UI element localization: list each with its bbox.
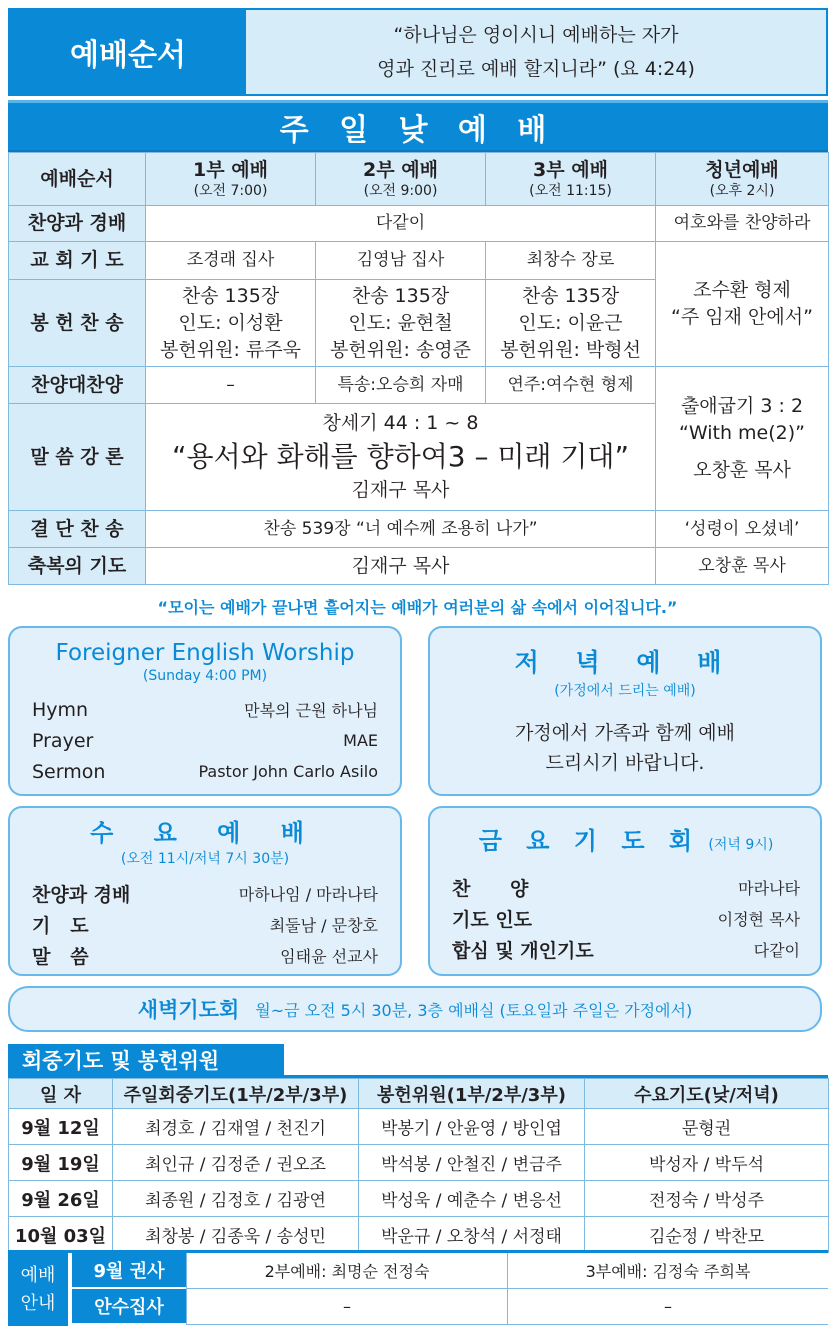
cell: 김재구 목사 <box>146 548 656 585</box>
cell: 조경래 집사 <box>146 242 316 280</box>
prayer-table-header <box>9 1079 829 1109</box>
cell: 최인규 / 김정준 / 권오조 <box>113 1145 359 1181</box>
guide-cell: 3부예배: 김정숙 주희복 <box>507 1253 828 1289</box>
cell: 최창봉 / 김종욱 / 송성민 <box>113 1217 359 1253</box>
guide-cell: – <box>507 1289 828 1325</box>
table-row <box>9 1181 829 1217</box>
row-label: 말 씀 강 론 <box>9 404 146 511</box>
table-header-row <box>9 153 829 206</box>
cell: 최종원 / 김정호 / 김광연 <box>113 1181 359 1217</box>
dawn-title: 새벽기도회 <box>137 998 240 1022</box>
date-cell: 9월 26일 <box>9 1181 113 1217</box>
sermon-scripture: 창세기 44 : 1 ~ 8 <box>322 412 479 434</box>
row-label: 찬양과 경배 <box>9 206 146 242</box>
date-cell: 10월 03일 <box>9 1217 113 1253</box>
cell: 김영남 집사 <box>316 242 486 280</box>
cell: 특송:오승희 자매 <box>316 367 486 404</box>
cell: 박성자 / 박두석 <box>585 1145 829 1181</box>
cell: 오창훈 목사 <box>656 548 829 585</box>
motto: “모이는 예배가 끝나면 흩어지는 예배가 여러분의 삶 속에서 이어집니다.” <box>157 598 678 617</box>
list-item: 찬양과 경배 마하나임 / 마라나타 <box>32 884 378 906</box>
sunday-title: 주 일 낮 예 배 <box>8 100 828 152</box>
prayer-table <box>8 1078 829 1253</box>
evening-title: 저 녁 예 배 <box>514 648 736 677</box>
friday-title: 금 요 기 도 회 <box>478 827 701 855</box>
cell: 찬송 135장 인도: 윤현철 봉헌위원: 송영준 <box>316 280 486 367</box>
cell-youth-sermon: 출애굽기 3 : 2 “With me(2)” 오창훈 목사 <box>656 367 829 511</box>
row-label: 교 회 기 도 <box>9 242 146 280</box>
list-item: Prayer MAE <box>32 729 378 752</box>
evening-line-1: 가정에서 가족과 함께 예배 <box>514 722 735 744</box>
sunday-table <box>8 152 829 585</box>
cell: 찬송 135장 인도: 이성환 봉헌위원: 류주욱 <box>146 280 316 367</box>
wednesday-title: 수 요 예 배 <box>90 819 320 847</box>
list-item: 기도 인도 이정현 목사 <box>452 909 800 931</box>
cell-youth-offering: 조수환 형제 “주 임재 안에서” <box>656 242 829 367</box>
cell-sermon <box>146 404 656 511</box>
friday-title-wrap <box>452 824 800 862</box>
list-item: Hymn 만복의 근원 하나님 <box>32 698 378 721</box>
evening-worship-box <box>428 626 822 796</box>
col-service-2: 2부 예배 (오전 9:00) <box>316 153 486 206</box>
header-cell: 봉헌위원(1부/2부/3부) <box>359 1079 585 1109</box>
english-time: (Sunday 4:00 PM) <box>142 668 268 684</box>
table-row <box>9 1145 829 1181</box>
cell: 전정숙 / 박성주 <box>585 1181 829 1217</box>
wednesday-worship-box <box>8 806 402 976</box>
cell: 찬송 539장 “너 예수께 조용히 나가” <box>146 511 656 548</box>
header <box>8 8 828 96</box>
friday-time: (저녁 9시) <box>708 837 774 853</box>
cell: 찬송 135장 인도: 이윤근 봉헌위원: 박형선 <box>486 280 656 367</box>
cell: – <box>146 367 316 404</box>
cell: 박봉기 / 안윤영 / 방인엽 <box>359 1109 585 1145</box>
guide-cell: 2부예배: 최명순 전정숙 <box>186 1253 507 1289</box>
col-service-3: 3부 예배 (오전 11:15) <box>486 153 656 206</box>
cell: 다같이 <box>146 206 656 242</box>
row-label: 봉 헌 찬 송 <box>9 280 146 367</box>
date-cell: 9월 19일 <box>9 1145 113 1181</box>
header-cell: 일 자 <box>9 1079 113 1109</box>
row-praise <box>9 206 829 242</box>
cell: 김순정 / 박찬모 <box>585 1217 829 1253</box>
worship-guide-grid <box>68 1253 828 1326</box>
col-service-1: 1부 예배 (오전 7:00) <box>146 153 316 206</box>
friday-prayer-box <box>428 806 822 976</box>
header-verse <box>246 10 826 94</box>
row-choir <box>9 367 829 404</box>
cell: 최경호 / 김재열 / 천진기 <box>113 1109 359 1145</box>
table-row <box>9 1217 829 1253</box>
dawn-prayer-box <box>8 986 822 1032</box>
cell: 최창수 장로 <box>486 242 656 280</box>
list-item: 찬 양 마라나타 <box>452 878 800 900</box>
header-cell: 주일회중기도(1부/2부/3부) <box>113 1079 359 1109</box>
cell: 연주:여수현 형제 <box>486 367 656 404</box>
cell: ‘성령이 오셨네’ <box>656 511 829 548</box>
row-label: 찬양대찬양 <box>9 367 146 404</box>
cell: 박운규 / 오창석 / 서정태 <box>359 1217 585 1253</box>
verse-line-1: “하나님은 영이시니 예배하는 자가 <box>393 24 679 46</box>
english-worship-box <box>8 626 402 796</box>
table-row <box>9 1109 829 1145</box>
evening-line-2: 드리시기 바랍니다. <box>545 752 705 774</box>
english-title: Foreigner English Worship <box>55 640 355 666</box>
wednesday-time: (오전 11시/저녁 7시 30분) <box>120 851 290 867</box>
date-cell: 9월 12일 <box>9 1109 113 1145</box>
list-item: 말 씀 임태윤 선교사 <box>32 946 378 968</box>
header-cell: 수요기도(낮/저녁) <box>585 1079 829 1109</box>
cell: 여호와를 찬양하라 <box>656 206 829 242</box>
row-label: 축복의 기도 <box>9 548 146 585</box>
list-item: 합심 및 개인기도 다같이 <box>452 940 800 962</box>
guide-row-label: 안수집사 <box>72 1289 186 1325</box>
evening-sub: (가정에서 드리는 예배) <box>554 683 696 699</box>
corner-cell: 예배순서 <box>9 153 146 206</box>
list-item: Sermon Pastor John Carlo Asilo <box>32 760 378 783</box>
header-label: 예배순서 <box>10 10 246 94</box>
sermon-preacher: 김재구 목사 <box>351 479 450 501</box>
row-blessing <box>9 548 829 585</box>
dawn-info: 월~금 오전 5시 30분, 3층 예배실 (토요일과 주일은 가정에서) <box>255 1000 693 1020</box>
row-prayer <box>9 242 829 280</box>
verse-line-2: 영과 진리로 예배 할지니라” (요 4:24) <box>377 58 695 80</box>
worship-guide <box>8 1250 828 1326</box>
guide-row-label: 9월 권사 <box>72 1253 186 1289</box>
prayer-table-title: 회중기도 및 봉헌위원 <box>8 1044 284 1076</box>
guide-cell: – <box>186 1289 507 1325</box>
row-label: 결 단 찬 송 <box>9 511 146 548</box>
sermon-title: “용서와 화해를 향하여3 – 미래 기대” <box>172 440 629 473</box>
cell: 박성욱 / 예춘수 / 변응선 <box>359 1181 585 1217</box>
cell: 박석봉 / 안철진 / 변금주 <box>359 1145 585 1181</box>
col-youth: 청년예배 (오후 2시) <box>656 153 829 206</box>
list-item: 기 도 최둘남 / 문창호 <box>32 915 378 937</box>
row-hymn <box>9 511 829 548</box>
cell: 문형권 <box>585 1109 829 1145</box>
worship-guide-label: 예배 안내 <box>8 1253 68 1326</box>
